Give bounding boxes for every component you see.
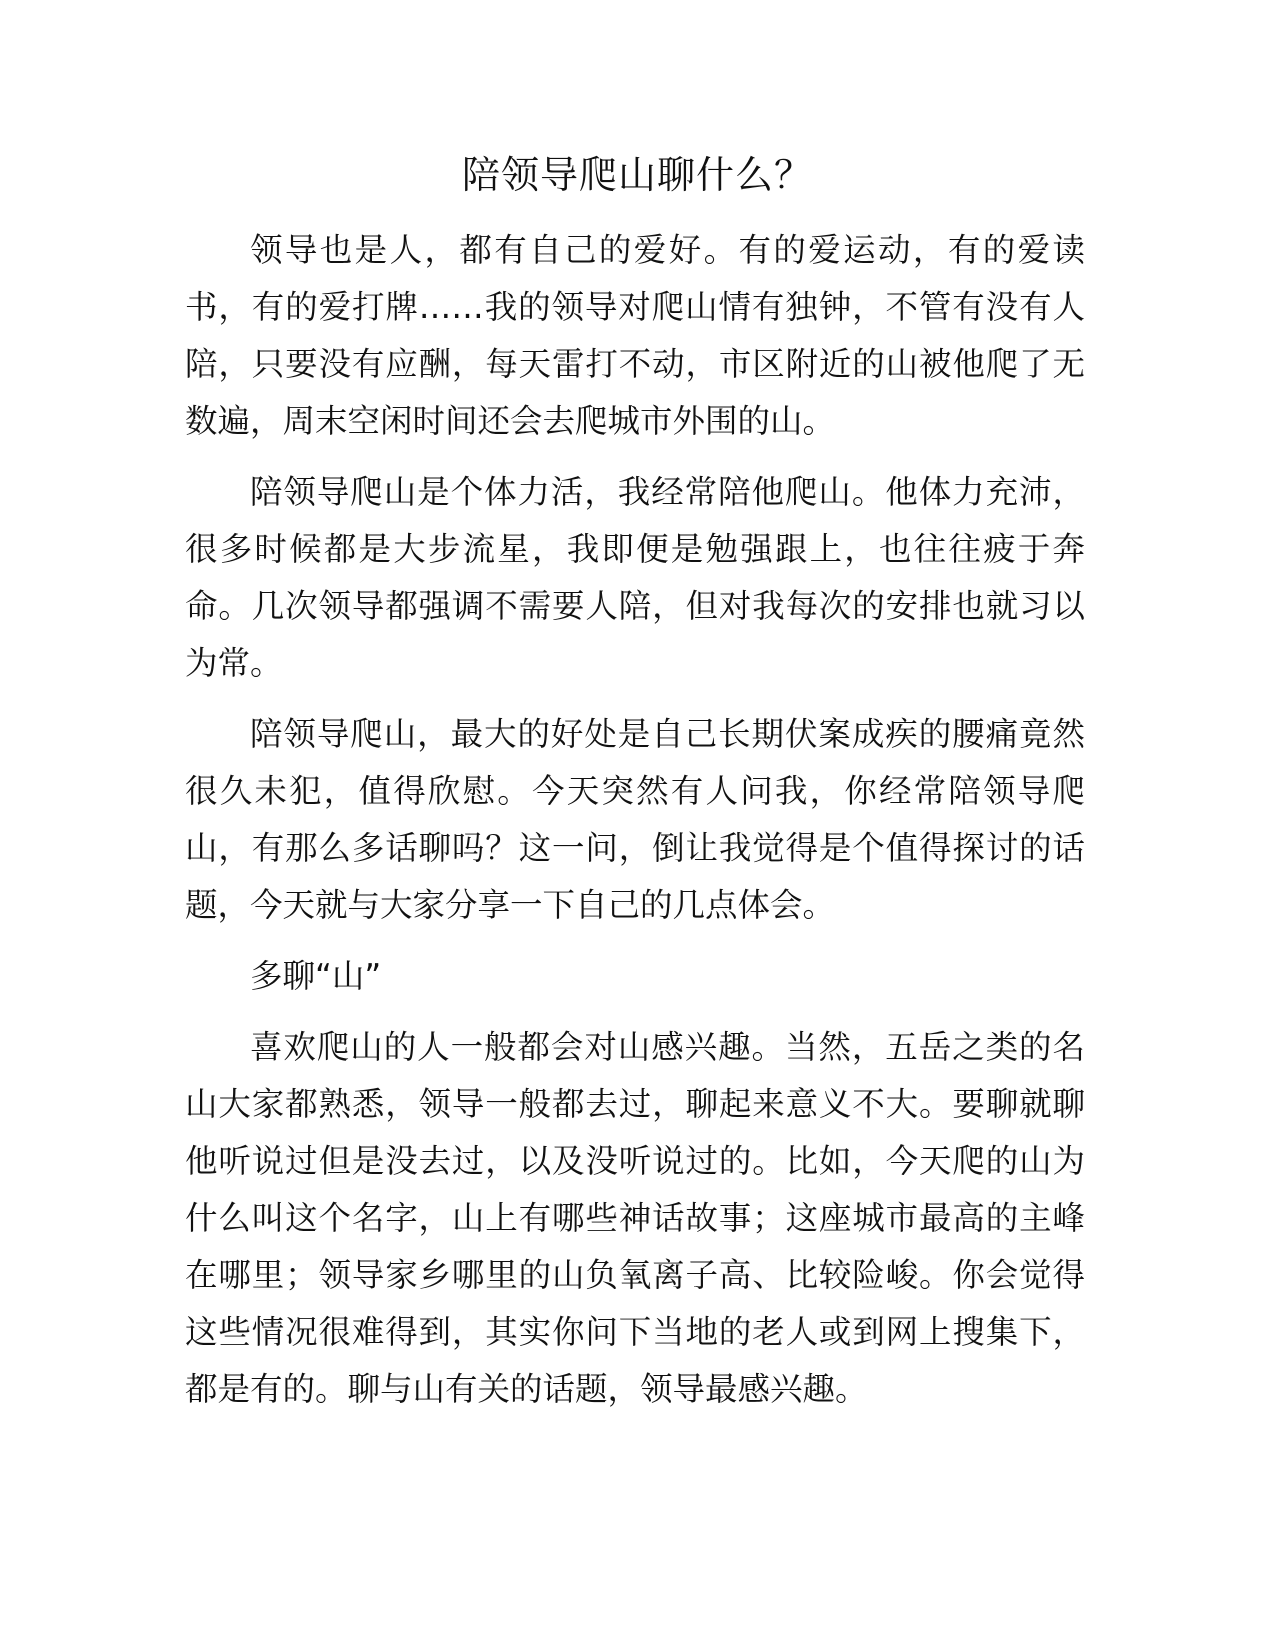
document-body xyxy=(185,222,1085,1432)
paragraph-intro: 领导也是人，都有自己的爱好。有的爱运动，有的爱读书，有的爱打牌……我的领导对爬山情有独钟，不管有没有人陪，只要没有应酬，每天雷打不动，市区附近的山被他爬了无数遍，周末空闲时间还会去爬城市外围的山。 xyxy=(185,231,1085,440)
section-heading: 多聊“山” xyxy=(250,957,382,995)
paragraph-talk-about-mountains: 喜欢爬山的人一般都会对山感兴趣。当然，五岳之类的名山大家都熟悉，领导一般都去过，聊起来意义不大。要聊就聊他听说过但是没去过，以及没听说过的。比如，今天爬的山为什么叫这个名字，山上有哪些神话故事；这座城市最高的主峰在哪里；领导家乡哪里的山负氧离子高、比较险峻。你会觉得这些情况很难得到，其实你问下当地的老人或到网上搜集下，都是有的。聊与山有关的话题，领导最感兴趣。 xyxy=(185,1028,1085,1408)
paragraph-physical-effort: 陪领导爬山是个体力活，我经常陪他爬山。他体力充沛，很多时候都是大步流星，我即便是勉强跟上，也往往疲于奔命。几次领导都强调不需要人陪，但对我每次的安排也就习以为常。 xyxy=(185,473,1085,682)
document-title: 陪领导爬山聊什么？ xyxy=(461,153,813,197)
paragraph-benefits: 陪领导爬山，最大的好处是自己长期伏案成疾的腰痛竟然很久未犯，值得欣慰。今天突然有人问我，你经常陪领导爬山，有那么多话聊吗？这一问，倒让我觉得是个值得探讨的话题，今天就与大家分享一下自己的几点体会。 xyxy=(185,715,1085,924)
